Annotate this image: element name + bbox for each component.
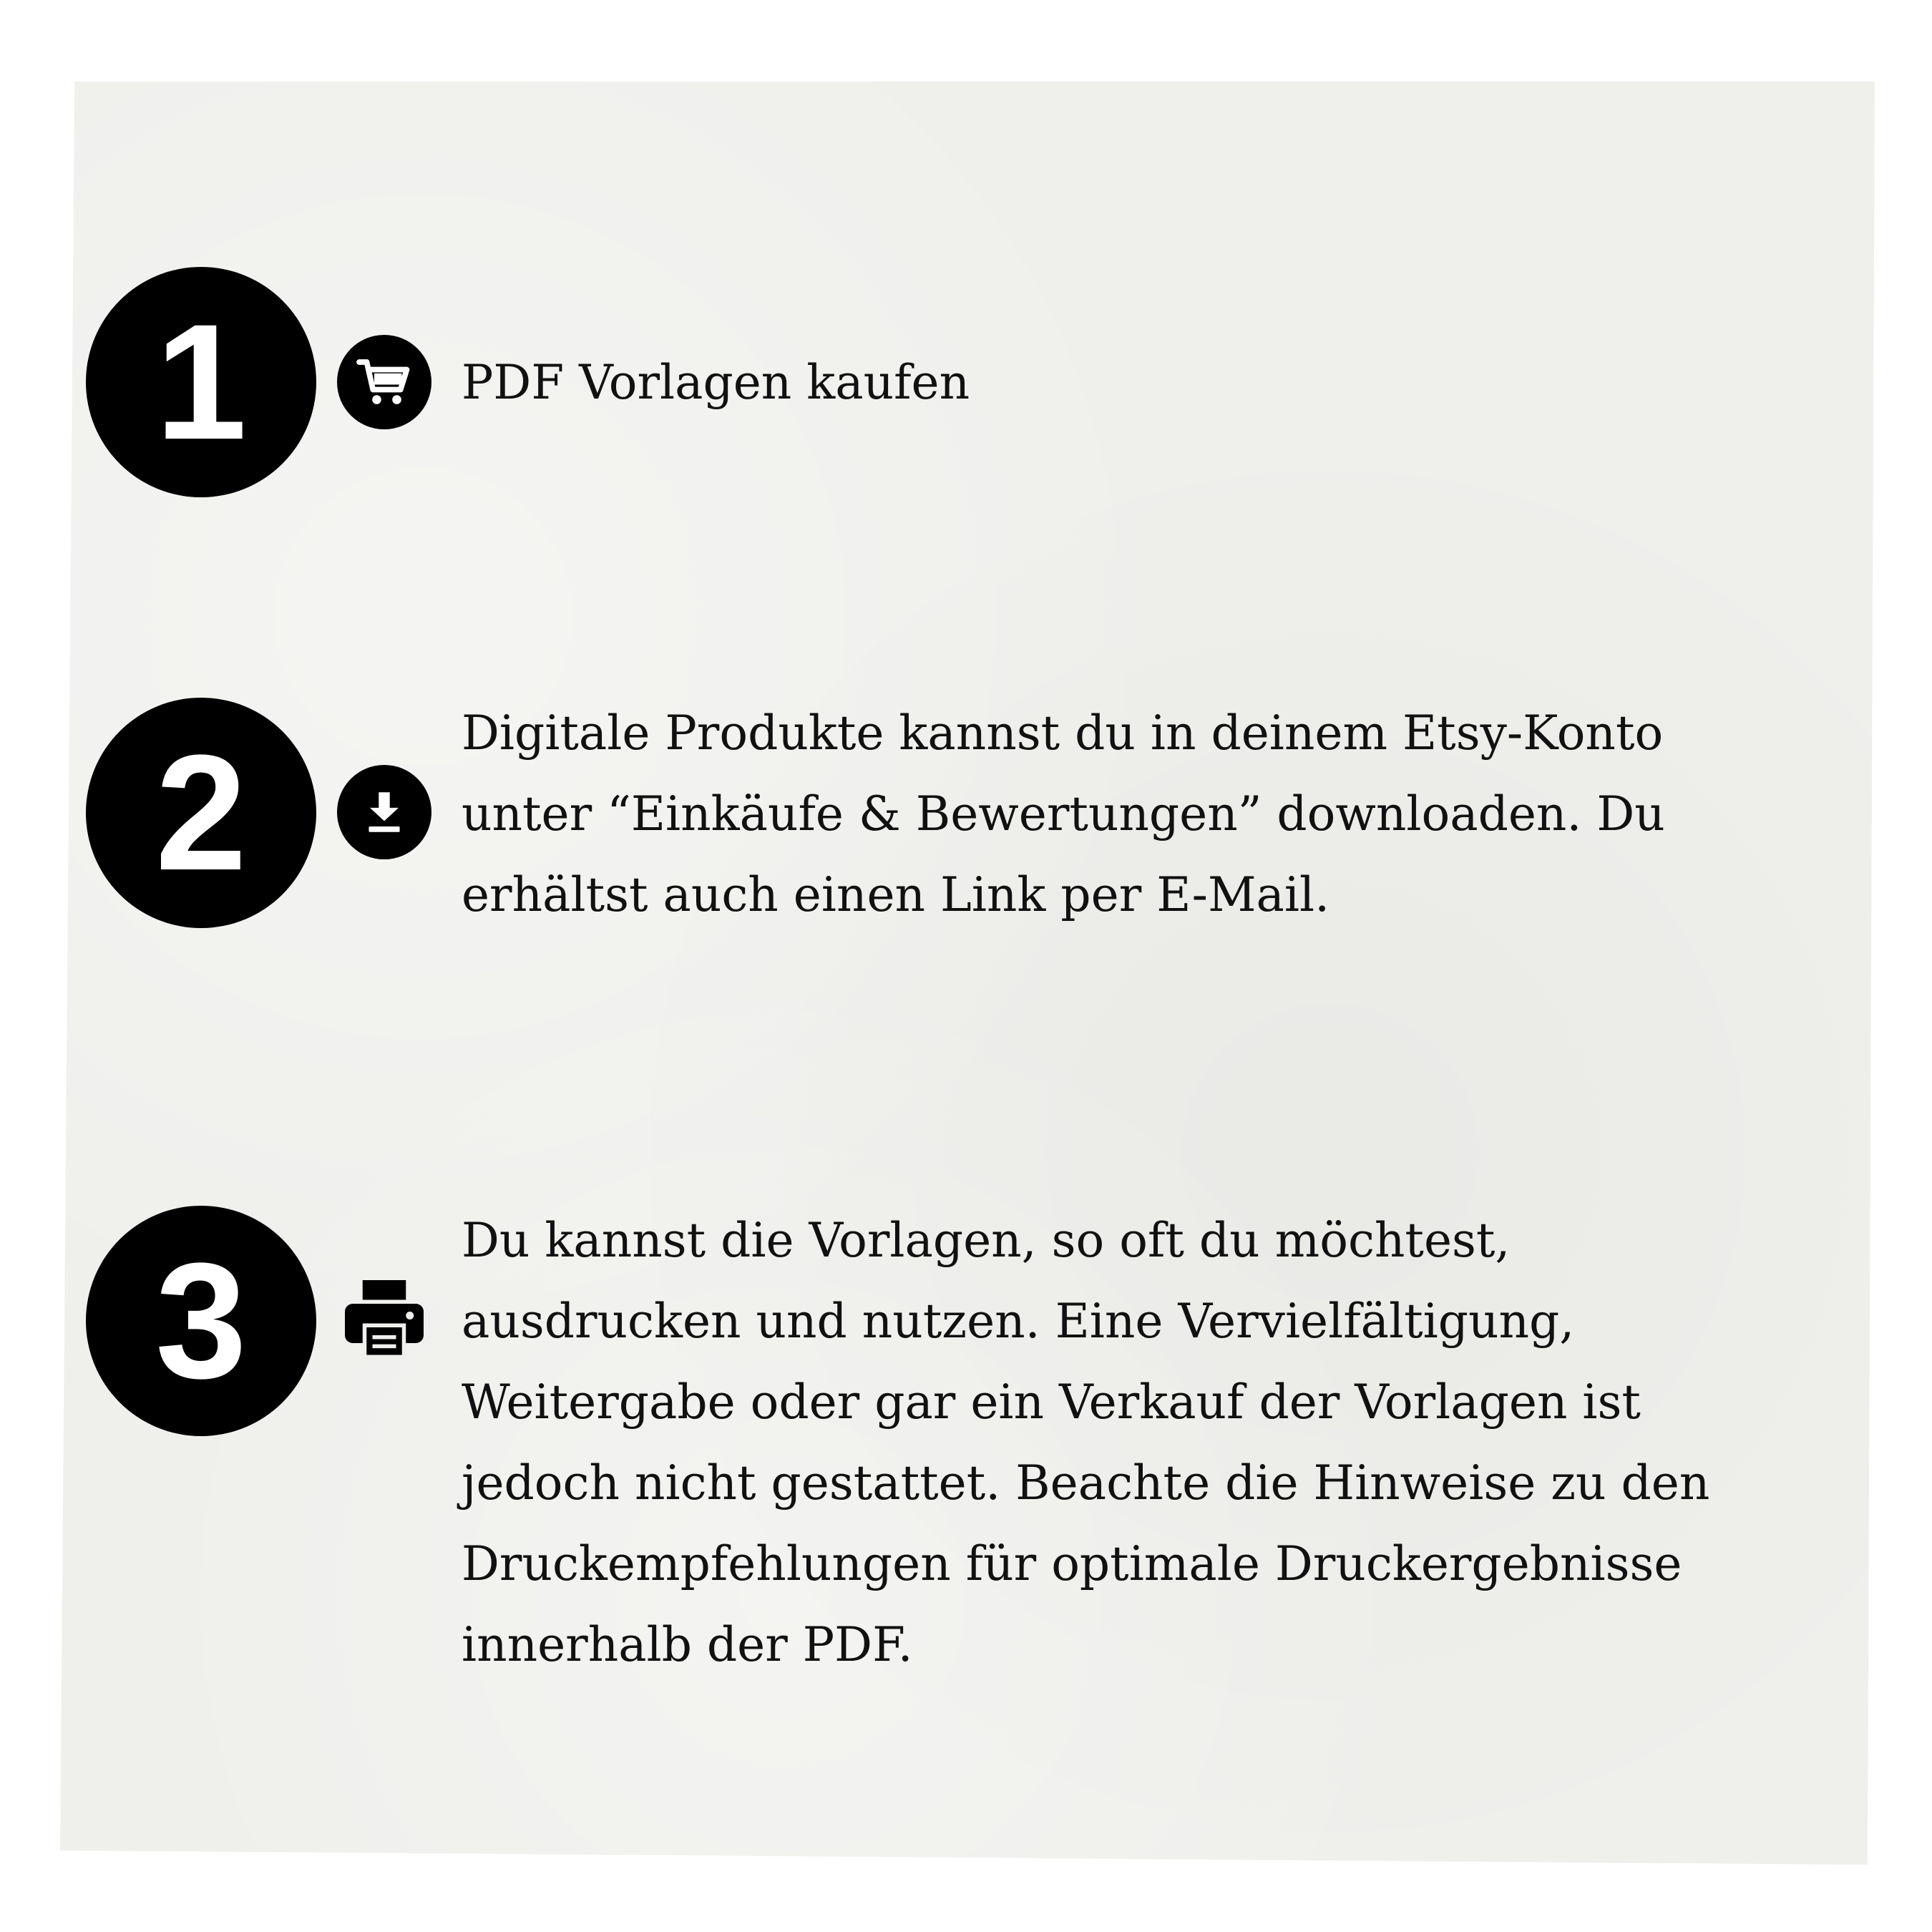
download-icon [337, 765, 431, 859]
shopping-cart-icon [337, 335, 431, 429]
step-number-badge: 1 [86, 267, 316, 497]
step-number-badge: 3 [86, 1206, 316, 1436]
step-number-badge: 2 [86, 698, 316, 928]
step-text: Digitale Produkte kannst du in deinem Etsy-Konto unter “Einkäufe & Bewertungen” downloaden. Du erhältst auch einen Link per E-Mail. [462, 706, 1665, 922]
printer-icon [337, 1272, 431, 1367]
step-text: Du kannst die Vorlagen, so oft du möchtest, ausdrucken und nutzen. Eine Vervielfältigung, Weitergabe oder gar ein Verkauf der Vorlagen ist jedoch nicht gestattet. Beachte die Hinweise zu den Druckempfehlungen für optimale Druckergebnisse innerhalb der PDF. [462, 1213, 1710, 1672]
step-text: PDF Vorlagen kaufen [462, 355, 970, 410]
